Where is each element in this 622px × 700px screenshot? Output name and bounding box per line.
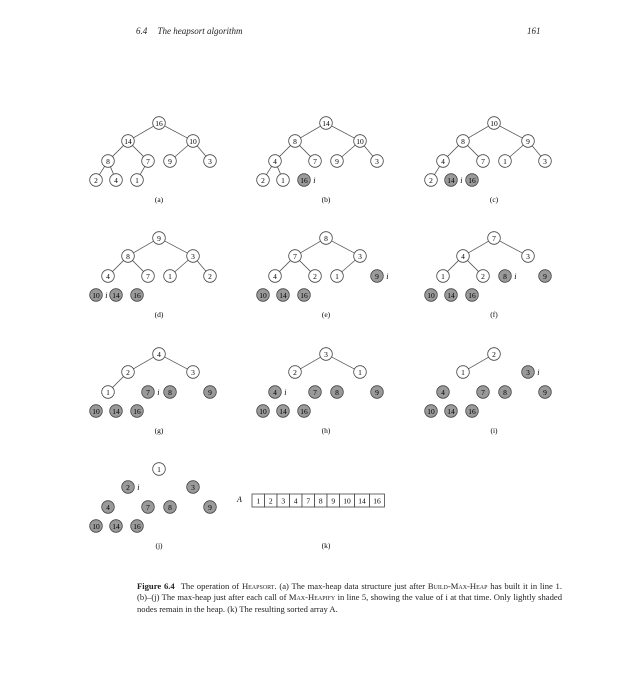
node-value: 3 [208, 157, 212, 166]
node-value: 14 [112, 407, 120, 416]
section-number: 6.4 [136, 26, 148, 36]
tree-edge [112, 260, 123, 271]
tree-edge [300, 126, 320, 138]
heap-panel [257, 117, 384, 204]
node-value: 8 [503, 388, 507, 397]
caption-text-1: The operation of [180, 581, 242, 591]
node-value: 10 [189, 137, 197, 146]
node-value: 3 [324, 350, 328, 359]
node-value: 3 [526, 368, 530, 377]
tree-edge [300, 241, 320, 253]
node-value: 4 [157, 350, 161, 359]
i-marker: i [460, 176, 463, 185]
node-value: 4 [461, 252, 465, 261]
node-value: 10 [259, 291, 267, 300]
node-value: 7 [146, 388, 150, 397]
tree-edge [332, 357, 355, 369]
node-value: 14 [322, 119, 330, 128]
panel-label: (c) [489, 195, 499, 204]
panel-label: (e) [321, 310, 331, 319]
tree-edge [277, 167, 280, 174]
node-value: 16 [300, 407, 308, 416]
tree-edge [112, 376, 123, 387]
caption-max-heapify: Max-Heapify [288, 592, 336, 603]
node-value: 10 [427, 291, 435, 300]
node-value: 14 [447, 176, 455, 185]
node-value: 9 [157, 234, 161, 243]
node-value: 1 [281, 176, 285, 185]
node-value: 4 [106, 503, 110, 512]
array-cell-value: 14 [358, 496, 366, 506]
node-value: 7 [313, 157, 317, 166]
tree-edge [266, 166, 271, 174]
node-value: 2 [208, 272, 212, 281]
heap-panel [90, 463, 217, 550]
node-value: 16 [133, 522, 141, 531]
node-value: 7 [481, 388, 485, 397]
node-value: 2 [313, 272, 317, 281]
caption-text-3: has built it in line 1. (b)–(j) The max-heap just after each call of [137, 581, 563, 603]
node-value: 16 [468, 291, 476, 300]
i-marker: i [105, 291, 108, 300]
node-value: 14 [112, 522, 120, 531]
node-value: 9 [168, 157, 172, 166]
tree-edge [175, 260, 188, 272]
node-value: 14 [447, 407, 455, 416]
tree-edge [532, 146, 541, 156]
tree-edge [197, 146, 206, 156]
node-value: 3 [375, 157, 379, 166]
node-value: 10 [259, 407, 267, 416]
tree-edge [299, 260, 310, 271]
node-value: 8 [335, 388, 339, 397]
node-value: 16 [300, 176, 308, 185]
tree-edge [132, 145, 143, 156]
node-value: 2 [126, 483, 130, 492]
tree-edge [299, 145, 310, 156]
node-value: 4 [441, 157, 445, 166]
node-value: 7 [313, 388, 317, 397]
panel-label: (g) [154, 426, 164, 435]
node-value: 3 [191, 252, 195, 261]
caption-label: Figure 6.4 [137, 581, 175, 591]
node-value: 16 [300, 291, 308, 300]
caption-text-4: in line 5, showing the value of i at that time. Only lightly shaded nodes remain in the heap. (k) The resulting sorted array A. [137, 592, 562, 614]
tree-edge [197, 261, 206, 271]
heap-panel [257, 232, 389, 319]
tree-edge [133, 241, 153, 253]
tree-edge [434, 166, 439, 174]
node-value: 7 [146, 503, 150, 512]
node-value: 2 [94, 176, 98, 185]
node-value: 16 [133, 291, 141, 300]
panel-label: (i) [490, 426, 498, 435]
node-value: 16 [468, 407, 476, 416]
panel-label: (f) [490, 310, 498, 319]
node-value: 4 [106, 272, 110, 281]
panel-label: (k) [321, 541, 331, 550]
heap-panel [90, 348, 217, 435]
node-value: 9 [208, 388, 212, 397]
node-value: 2 [293, 368, 297, 377]
node-value: 9 [543, 272, 547, 281]
node-value: 8 [106, 157, 110, 166]
tree-edge [364, 146, 373, 156]
tree-edge [500, 126, 523, 138]
node-value: 14 [112, 291, 120, 300]
tree-edge [510, 145, 523, 157]
node-value: 2 [429, 176, 433, 185]
tree-edge [447, 145, 458, 156]
tree-edge [165, 241, 188, 253]
i-marker: i [514, 272, 517, 281]
node-value: 4 [441, 388, 445, 397]
node-value: 1 [168, 272, 172, 281]
tree-edge [99, 166, 104, 174]
node-value: 8 [126, 252, 130, 261]
node-value: 4 [114, 176, 118, 185]
node-value: 10 [427, 407, 435, 416]
node-value: 1 [461, 368, 465, 377]
node-value: 4 [273, 272, 277, 281]
tree-edge [332, 241, 355, 253]
node-value: 2 [492, 350, 496, 359]
tree-edge [300, 357, 320, 369]
tree-edge [500, 241, 523, 253]
node-value: 10 [92, 407, 100, 416]
tree-edge [132, 260, 143, 271]
node-value: 3 [191, 368, 195, 377]
array-cell-value: 2 [268, 496, 273, 506]
i-marker: i [284, 388, 287, 397]
array-cell-value: 3 [281, 496, 286, 506]
tree-edge [467, 145, 478, 156]
node-value: 10 [92, 522, 100, 531]
tree-edge [468, 126, 488, 138]
array-cell-value: 7 [306, 496, 311, 506]
node-value: 8 [293, 137, 297, 146]
node-value: 1 [335, 272, 339, 281]
tree-edge [279, 260, 290, 271]
heap-panel [425, 232, 552, 319]
node-value: 8 [168, 388, 172, 397]
node-value: 8 [503, 272, 507, 281]
node-value: 10 [490, 119, 498, 128]
tree-edge [467, 260, 478, 271]
array-cell-value: 10 [343, 496, 351, 506]
panel-label: (b) [321, 195, 331, 204]
tree-edge [468, 357, 488, 369]
node-value: 2 [126, 368, 130, 377]
tree-edge [332, 126, 355, 138]
node-value: 1 [358, 368, 362, 377]
node-value: 8 [461, 137, 465, 146]
tree-edge [110, 167, 113, 174]
array-cell-value: 9 [331, 496, 336, 506]
node-value: 9 [526, 137, 530, 146]
node-value: 1 [157, 465, 161, 474]
node-value: 1 [135, 176, 139, 185]
array-cell-value: 16 [373, 496, 381, 506]
tree-edge [140, 166, 145, 174]
heap-panel [425, 348, 552, 435]
node-value: 1 [106, 388, 110, 397]
tree-edge [279, 145, 290, 156]
i-marker: i [137, 483, 140, 492]
node-value: 8 [324, 234, 328, 243]
tree-edge [112, 145, 123, 156]
caption-text-2: . (a) The max-heap data structure just after [274, 581, 428, 591]
caption-heapsort: Heapsort [241, 581, 275, 591]
array-cell-value: 4 [293, 496, 298, 506]
page-number: 161 [527, 26, 541, 36]
panel-label: (h) [321, 426, 331, 435]
i-marker: i [386, 272, 389, 281]
figure-caption [137, 581, 562, 615]
node-value: 1 [503, 157, 507, 166]
node-value: 1 [441, 272, 445, 281]
heap-panel [257, 348, 384, 435]
tree-edge [133, 357, 153, 369]
node-value: 14 [447, 291, 455, 300]
heap-panel [425, 117, 552, 204]
node-value: 14 [124, 137, 132, 146]
heap-panel [90, 117, 217, 204]
node-value: 9 [543, 388, 547, 397]
node-value: 4 [273, 388, 277, 397]
heap-panel [90, 232, 217, 319]
tree-edge [133, 126, 153, 138]
tree-edge [165, 126, 188, 138]
section-title: The heapsort algorithm [157, 26, 243, 36]
node-value: 9 [335, 157, 339, 166]
panel-label: (j) [155, 541, 163, 550]
node-value: 2 [481, 272, 485, 281]
tree-edge [342, 260, 355, 272]
node-value: 7 [481, 157, 485, 166]
node-value: 9 [375, 388, 379, 397]
node-value: 16 [155, 119, 163, 128]
node-value: 3 [191, 483, 195, 492]
tree-edge [175, 145, 188, 157]
node-value: 7 [492, 234, 496, 243]
array-cell-value: 1 [256, 496, 261, 506]
tree-edge [342, 145, 355, 157]
node-value: 16 [468, 176, 476, 185]
node-value: 16 [133, 407, 141, 416]
node-value: 8 [168, 503, 172, 512]
node-value: 9 [375, 272, 379, 281]
node-value: 10 [356, 137, 364, 146]
i-marker: i [313, 176, 316, 185]
node-value: 7 [146, 272, 150, 281]
node-value: 14 [279, 407, 287, 416]
node-value: 7 [146, 157, 150, 166]
sorted-array [236, 494, 385, 550]
node-value: 3 [543, 157, 547, 166]
tree-edge [447, 260, 458, 271]
node-value: 14 [279, 291, 287, 300]
node-value: 4 [273, 157, 277, 166]
caption-build-max-heap: Build-Max-Heap [427, 581, 488, 591]
tree-edge [165, 357, 188, 369]
node-value: 2 [261, 176, 265, 185]
node-value: 9 [208, 503, 212, 512]
i-marker: i [537, 368, 540, 377]
node-value: 10 [92, 291, 100, 300]
panel-label: (a) [154, 195, 164, 204]
array-cell-value: 8 [318, 496, 323, 506]
node-value: 7 [293, 252, 297, 261]
tree-edge [468, 241, 488, 253]
array-name: A [237, 495, 242, 504]
node-value: 3 [526, 252, 530, 261]
i-marker: i [157, 388, 160, 397]
node-value: 3 [358, 252, 362, 261]
panel-label: (d) [154, 310, 164, 319]
